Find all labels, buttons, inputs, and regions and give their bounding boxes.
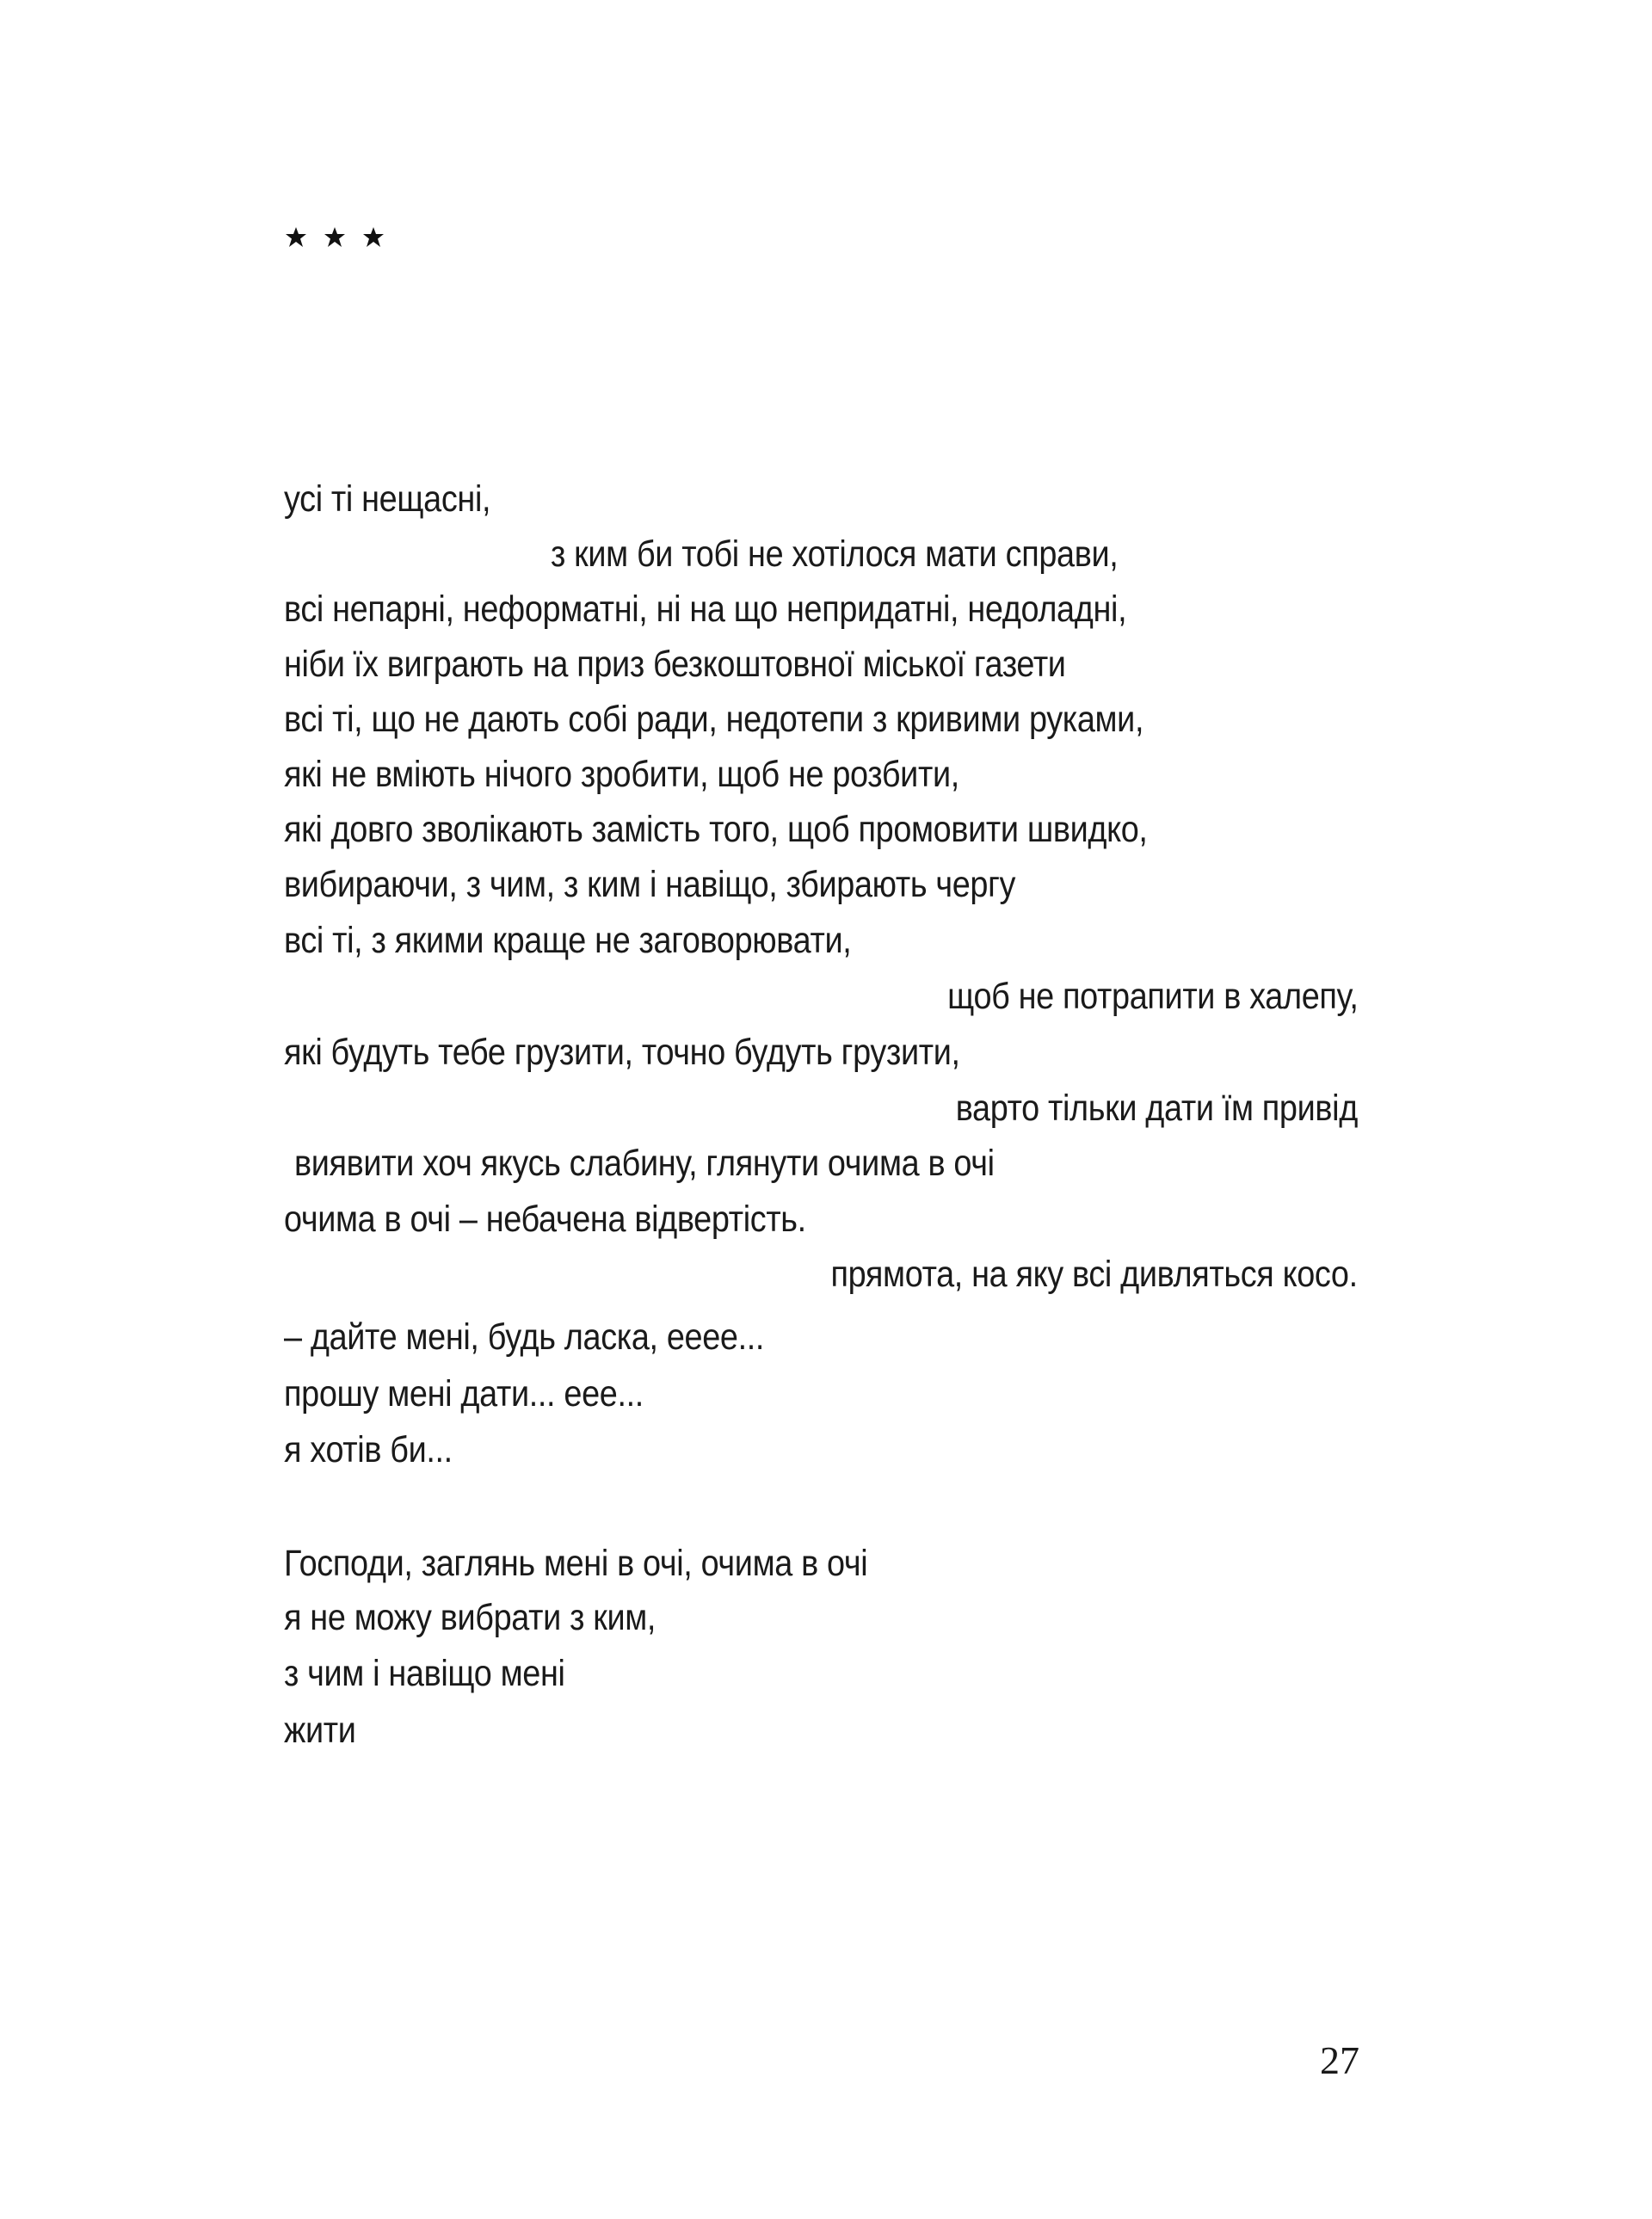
poem-line: прошу мені дати... еее... (284, 1373, 644, 1415)
poem-line: жити (284, 1710, 356, 1751)
poem-line: виявити хоч якусь слабину, глянути очима в очі (294, 1143, 995, 1184)
page-number: 27 (1320, 2038, 1359, 2082)
poem-line: всі непарні, неформатні, ні на що непридатні, недоладні, (284, 589, 1127, 630)
poem-line: які не вміють нічого зробити, щоб не розбити, (284, 754, 959, 795)
poem-line: вибираючи, з чим, з ким і навіщо, збирають чергу (284, 864, 1016, 905)
poem-line: варто тільки дати їм привід (955, 1088, 1358, 1129)
poem-line: всі ті, що не дають собі ради, недотепи з кривими руками, (284, 699, 1144, 740)
poem-line: всі ті, з якими краще не заговорювати, (284, 920, 852, 961)
poem-line: з ким би тобі не хотілося мати справи, (551, 533, 1119, 575)
poem-line: очима в очі – небачена відвертість. (284, 1199, 806, 1240)
poem-line: з чим і навіщо мені (284, 1653, 565, 1694)
poem-line: Господи, заглянь мені в очі, очима в очі (284, 1543, 868, 1584)
poem-line: прямота, на яку всі дивляться косо. (830, 1254, 1358, 1295)
poem-line: – дайте мені, будь ласка, ееее... (284, 1316, 765, 1358)
poem-line: які довго зволікають замість того, щоб промовити швидко, (284, 809, 1148, 850)
asterisk-icon (284, 225, 308, 250)
poem-line: які будуть тебе грузити, точно будуть грузити, (284, 1032, 960, 1073)
section-break-asterisks (284, 225, 396, 260)
poem-line: ніби їх виграють на приз безкоштовної міської газети (284, 644, 1066, 685)
asterisk-icon (361, 225, 385, 250)
poem-line: я не можу вибрати з ким, (284, 1597, 656, 1638)
poem-line: щоб не потрапити в халепу, (946, 976, 1358, 1017)
poem-line: я хотів би... (284, 1429, 453, 1470)
asterisk-icon (323, 225, 347, 250)
poem-line: усі ті нещасні, (284, 478, 491, 520)
